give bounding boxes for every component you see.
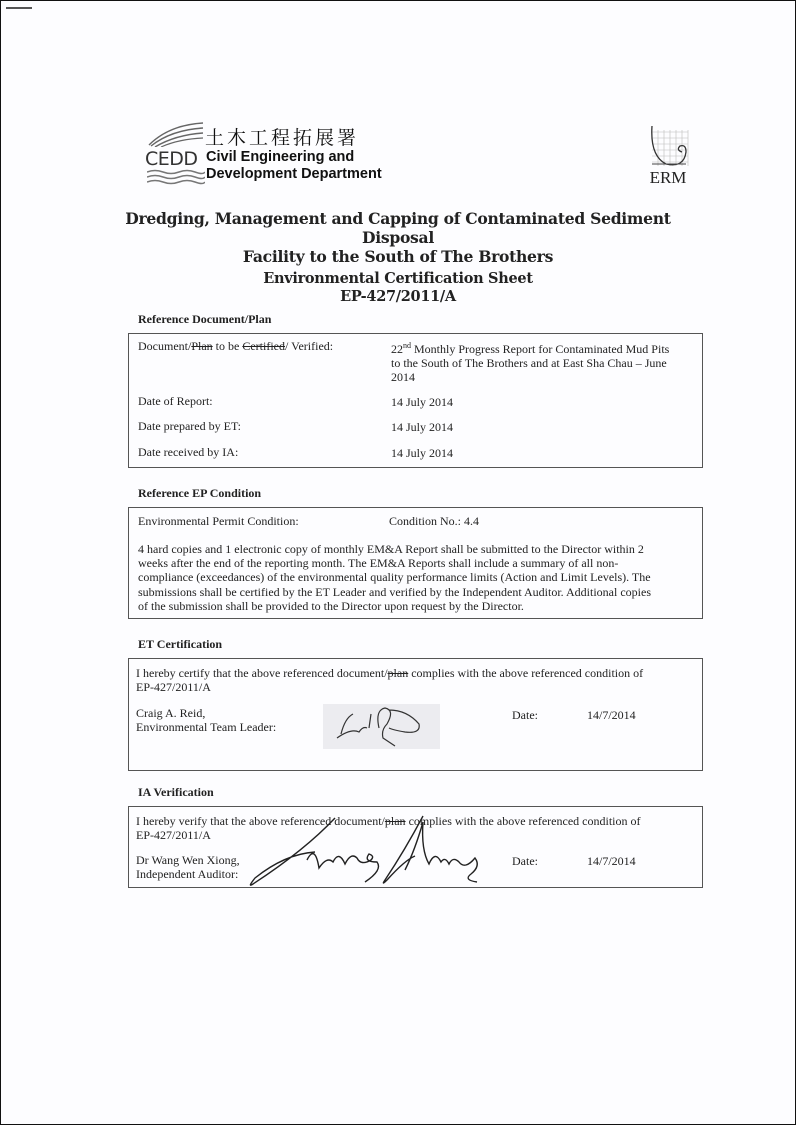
ep-condition-box bbox=[128, 507, 703, 619]
ia-date-label: Date: bbox=[512, 854, 538, 868]
permit-number: EP-427/2011/A bbox=[340, 288, 456, 305]
cedd-logo bbox=[145, 121, 405, 187]
ia-signatory-name: Dr Wang Wen Xiong, bbox=[136, 853, 240, 867]
cedd-waves-icon bbox=[147, 169, 205, 185]
cedd-name-line2: Development Department bbox=[206, 166, 382, 182]
ia-statement: I hereby verify that the above referenced document/plan complies with the above referenced condition of EP-427/2011/A bbox=[136, 814, 641, 842]
document-value: 22nd Monthly Progress Report for Contaminated Mud Pits to the South of The Brothers and at East Sha Chau – June 2014 bbox=[391, 341, 670, 384]
cedd-english-name bbox=[206, 149, 382, 183]
document-label: Document/Plan to be Certified/ Verified: bbox=[138, 339, 334, 353]
ia-signatory bbox=[136, 853, 240, 881]
et-signatory bbox=[136, 706, 276, 734]
ia-date-value: 14/7/2014 bbox=[587, 854, 636, 868]
title-line2: Facility to the South of The Brothers bbox=[242, 247, 554, 266]
date-of-report-label: Date of Report: bbox=[138, 394, 213, 408]
condition-text: 4 hard copies and 1 electronic copy of monthly EM&A Report shall be submitted to the Director within 2 weeks after the end of the reporting month. The EM&A Reports shall include a summary of all non- compliance (exceedances) of the environmental quality performance limits (Action and Limit Levels). The submissions shall be certified by the ET Leader and verified by the Independent Auditor. Additional copies of the submission shall be provided to the Director upon request by the Director. bbox=[138, 542, 651, 613]
title-line1: Dredging, Management and Capping of Contaminated Sediment Disposal bbox=[125, 209, 671, 247]
et-signatory-title: Environmental Team Leader: bbox=[136, 720, 277, 734]
document-title bbox=[100, 209, 696, 266]
section-heading-et-certification: ET Certification bbox=[138, 637, 223, 651]
cedd-name-line1: Civil Engineering and bbox=[206, 149, 355, 165]
date-received-value: 14 July 2014 bbox=[391, 446, 454, 460]
et-signature-image bbox=[323, 704, 440, 749]
date-of-report-value: 14 July 2014 bbox=[391, 395, 454, 409]
subtitle-line1: Environmental Certification Sheet bbox=[263, 270, 533, 287]
et-signatory-name: Craig A. Reid, bbox=[136, 706, 206, 720]
section-heading-ia-verification: IA Verification bbox=[138, 785, 214, 799]
erm-text: ERM bbox=[649, 168, 687, 187]
et-signature-icon bbox=[323, 704, 440, 749]
et-statement: I hereby certify that the above referenced document/plan complies with the above referenced condition of EP-427/2011/A bbox=[136, 666, 644, 694]
ia-signatory-title: Independent Auditor: bbox=[136, 867, 239, 881]
erm-grid-spiral-icon bbox=[644, 126, 692, 170]
cedd-acronym: CEDD bbox=[145, 148, 198, 170]
date-prepared-label: Date prepared by ET: bbox=[138, 419, 242, 433]
condition-number: Condition No.: 4.4 bbox=[389, 514, 480, 528]
erm-logo bbox=[644, 126, 692, 188]
permit-condition-label: Environmental Permit Condition: bbox=[138, 514, 299, 528]
et-date-label: Date: bbox=[512, 708, 538, 722]
date-received-label: Date received by IA: bbox=[138, 445, 239, 459]
cedd-arcs-icon bbox=[147, 121, 205, 147]
ia-signature-icon bbox=[245, 810, 505, 890]
cedd-chinese-name: 土木工程拓展署 bbox=[205, 127, 360, 149]
section-heading-reference-document: Reference Document/Plan bbox=[138, 312, 272, 326]
section-heading-ep-condition: Reference EP Condition bbox=[138, 486, 262, 500]
date-prepared-value: 14 July 2014 bbox=[391, 420, 454, 434]
certification-sheet-title bbox=[100, 270, 696, 306]
et-date-value: 14/7/2014 bbox=[587, 708, 636, 722]
reference-document-box bbox=[128, 333, 703, 468]
scan-mark bbox=[6, 7, 32, 9]
